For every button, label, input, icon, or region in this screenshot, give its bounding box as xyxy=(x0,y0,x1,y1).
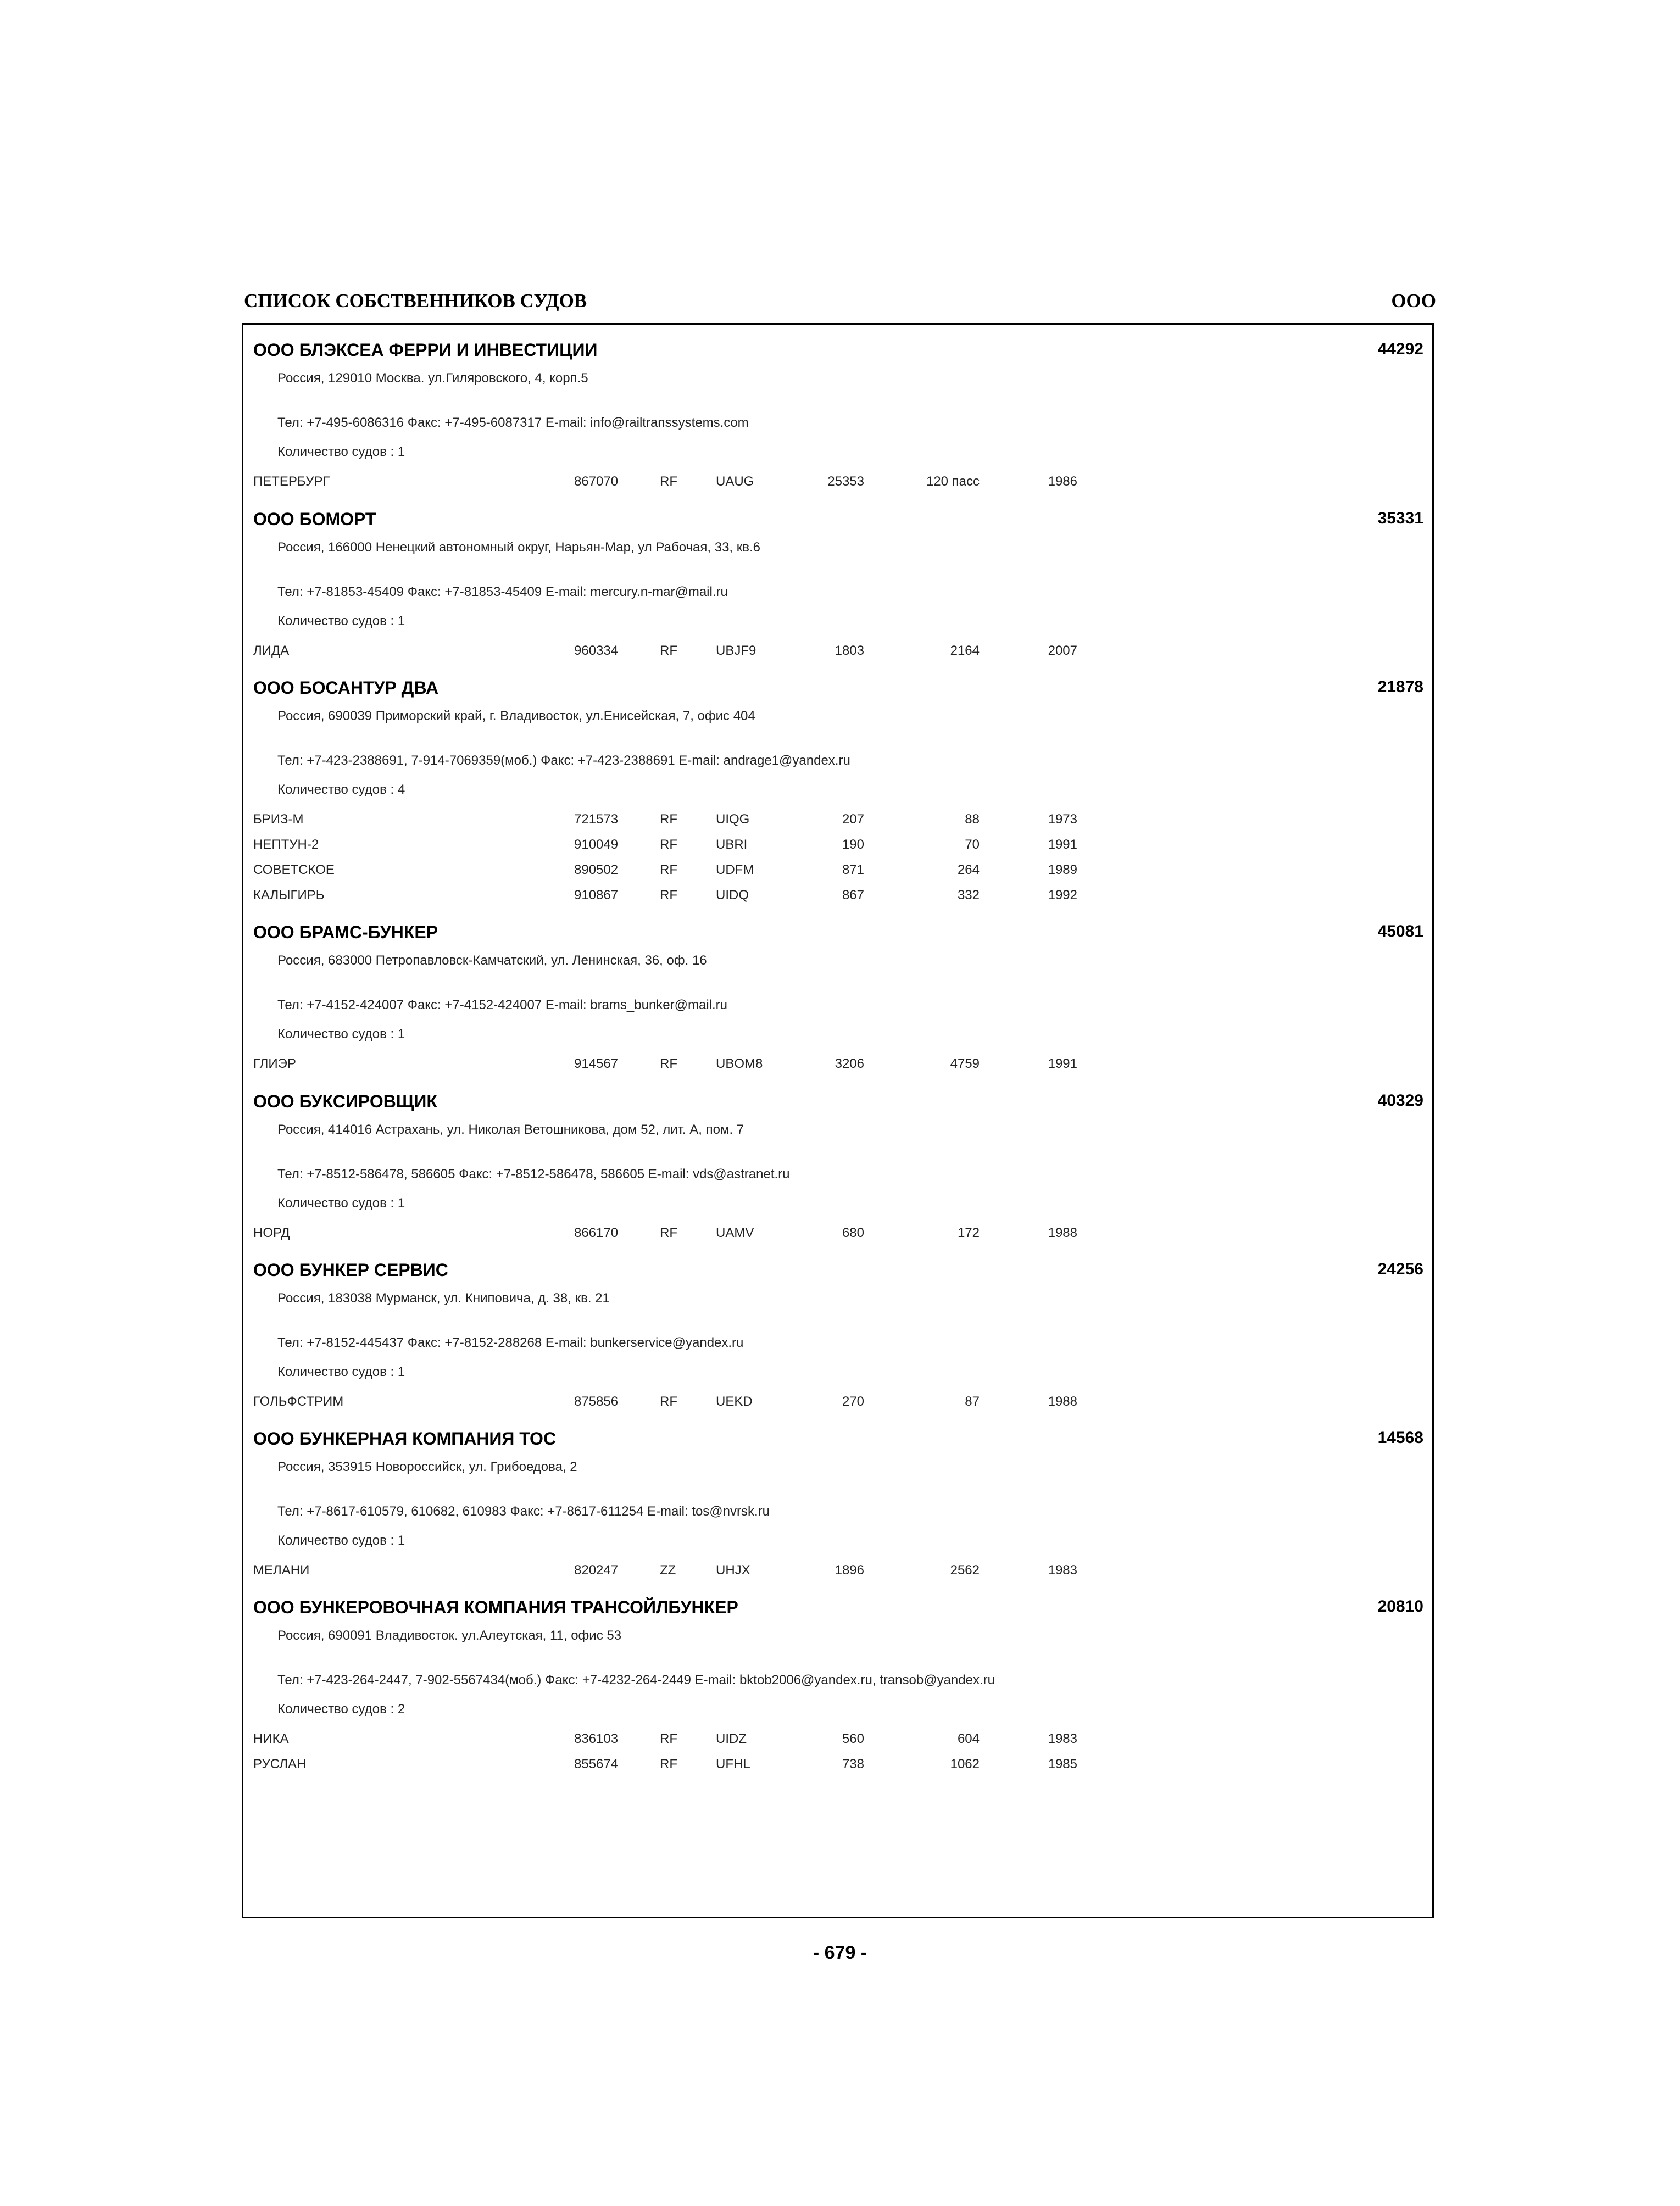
ship-flag: RF xyxy=(660,1757,677,1772)
ship-list xyxy=(253,1394,1242,1419)
ship-row xyxy=(253,1056,1242,1082)
ship-deadweight: 2562 xyxy=(950,1563,980,1578)
ship-reg-number: 820247 xyxy=(574,1563,619,1578)
ship-name: МЕЛАНИ xyxy=(253,1563,310,1578)
company-id: 24256 xyxy=(1377,1260,1423,1278)
ship-gross-tonnage: 871 xyxy=(842,862,864,877)
company-contacts: Тел: +7-423-264-2447, 7-902-5567434(моб.) Факс: +7-4232-264-2449 E-mail: bktob2006@yandex.ru, transob@yandex.ru xyxy=(277,1673,995,1687)
ship-owner-list-frame xyxy=(242,323,1434,1918)
ship-deadweight: 332 xyxy=(957,888,980,903)
ship-deadweight: 88 xyxy=(965,812,980,827)
ship-list xyxy=(253,474,1242,499)
ship-name: ГЛИЭР xyxy=(253,1056,296,1071)
ship-count: Количество судов : 1 xyxy=(277,1027,405,1041)
company-address: Россия, 166000 Ненецкий автономный округ, Нарьян-Мар, ул Рабочая, 33, кв.6 xyxy=(277,540,761,555)
ship-flag: RF xyxy=(660,643,677,658)
ship-name: РУСЛАН xyxy=(253,1757,307,1772)
company-id: 40329 xyxy=(1377,1091,1423,1110)
ship-build-year: 1986 xyxy=(1048,474,1077,489)
ship-count: Количество судов : 2 xyxy=(277,1702,405,1717)
ship-flag: RF xyxy=(660,888,677,903)
ship-gross-tonnage: 1803 xyxy=(835,643,864,658)
ship-reg-number: 867070 xyxy=(574,474,619,489)
ship-list xyxy=(253,643,1242,669)
ship-call-sign: UHJX xyxy=(716,1563,750,1578)
ship-gross-tonnage: 867 xyxy=(842,888,864,903)
ship-count: Количество судов : 4 xyxy=(277,782,405,797)
ship-row xyxy=(253,474,1242,499)
ship-name: БРИЗ-М xyxy=(253,812,304,827)
ship-deadweight: 264 xyxy=(957,862,980,877)
ship-name: КАЛЫГИРЬ xyxy=(253,888,325,903)
ship-call-sign: UIDQ xyxy=(716,888,749,903)
ship-row xyxy=(253,1225,1242,1251)
ship-deadweight: 172 xyxy=(957,1225,980,1240)
company-address: Россия, 353915 Новороссийск, ул. Грибоедова, 2 xyxy=(277,1459,577,1474)
ship-gross-tonnage: 207 xyxy=(842,812,864,827)
ship-flag: RF xyxy=(660,1056,677,1071)
ship-build-year: 1988 xyxy=(1048,1225,1077,1240)
ship-row xyxy=(253,812,1242,837)
ship-deadweight: 2164 xyxy=(950,643,980,658)
company-address: Россия, 183038 Мурманск, ул. Книповича, д. 38, кв. 21 xyxy=(277,1291,610,1306)
ship-call-sign: UAMV xyxy=(716,1225,754,1240)
ship-flag: RF xyxy=(660,1394,677,1409)
company-name: ООО БУКСИРОВЩИК xyxy=(253,1091,437,1111)
company-contacts: Тел: +7-8512-586478, 586605 Факс: +7-8512-586478, 586605 E-mail: vds@astranet.ru xyxy=(277,1167,790,1182)
ship-gross-tonnage: 1896 xyxy=(835,1563,864,1578)
company-contacts: Тел: +7-81853-45409 Факс: +7-81853-45409 E-mail: mercury.n-mar@mail.ru xyxy=(277,584,728,599)
ship-row xyxy=(253,862,1242,888)
ship-deadweight: 4759 xyxy=(950,1056,980,1071)
company-id: 44292 xyxy=(1377,340,1423,358)
ship-row xyxy=(253,1563,1242,1588)
company-id: 20810 xyxy=(1377,1597,1423,1615)
ship-flag: RF xyxy=(660,837,677,852)
ship-call-sign: UAUG xyxy=(716,474,754,489)
page-header xyxy=(244,290,1436,319)
ship-flag: ZZ xyxy=(660,1563,676,1578)
ship-reg-number: 960334 xyxy=(574,643,619,658)
ship-build-year: 1983 xyxy=(1048,1563,1077,1578)
ship-call-sign: UEKD xyxy=(716,1394,753,1409)
ship-call-sign: UBJF9 xyxy=(716,643,756,658)
ship-deadweight: 1062 xyxy=(950,1757,980,1772)
ship-reg-number: 836103 xyxy=(574,1731,619,1746)
ship-call-sign: UBRI xyxy=(716,837,748,852)
ship-reg-number: 910049 xyxy=(574,837,619,852)
company-address: Россия, 690091 Владивосток. ул.Алеутская, 11, офис 53 xyxy=(277,1628,622,1643)
ship-count: Количество судов : 1 xyxy=(277,1533,405,1548)
company-contacts: Тел: +7-4152-424007 Факс: +7-4152-424007 E-mail: brams_bunker@mail.ru xyxy=(277,998,728,1012)
page-title: СПИСОК СОБСТВЕННИКОВ СУДОВ xyxy=(244,290,587,311)
company-name: ООО БЛЭКСЕА ФЕРРИ И ИНВЕСТИЦИИ xyxy=(253,340,598,360)
company-contacts: Тел: +7-8152-445437 Факс: +7-8152-288268 E-mail: bunkerservice@yandex.ru xyxy=(277,1335,744,1350)
ship-build-year: 1991 xyxy=(1048,837,1077,852)
ship-row xyxy=(253,1731,1242,1757)
ship-list xyxy=(253,1225,1242,1251)
ship-reg-number: 866170 xyxy=(574,1225,619,1240)
company-contacts: Тел: +7-495-6086316 Факс: +7-495-6087317 E-mail: info@railtranssystems.com xyxy=(277,415,749,430)
ship-flag: RF xyxy=(660,812,677,827)
ship-name: ГОЛЬФСТРИМ xyxy=(253,1394,344,1409)
ship-gross-tonnage: 560 xyxy=(842,1731,864,1746)
company-address: Россия, 683000 Петропавловск-Камчатский, ул. Ленинская, 36, оф. 16 xyxy=(277,953,707,968)
company-address: Россия, 414016 Астрахань, ул. Николая Ветошникова, дом 52, лит. А, пом. 7 xyxy=(277,1122,744,1137)
ship-name: ЛИДА xyxy=(253,643,290,658)
ship-flag: RF xyxy=(660,1225,677,1240)
ship-build-year: 1992 xyxy=(1048,888,1077,903)
ship-row xyxy=(253,643,1242,669)
ship-build-year: 1983 xyxy=(1048,1731,1077,1746)
ship-call-sign: UFHL xyxy=(716,1757,750,1772)
ship-flag: RF xyxy=(660,1731,677,1746)
company-name: ООО БУНКЕР СЕРВИС xyxy=(253,1260,448,1280)
ship-build-year: 1988 xyxy=(1048,1394,1077,1409)
ship-reg-number: 910867 xyxy=(574,888,619,903)
ship-call-sign: UBOM8 xyxy=(716,1056,763,1071)
ship-build-year: 1991 xyxy=(1048,1056,1077,1071)
ship-gross-tonnage: 25353 xyxy=(827,474,864,489)
ship-reg-number: 914567 xyxy=(574,1056,619,1071)
company-name: ООО БУНКЕРНАЯ КОМПАНИЯ ТОС xyxy=(253,1429,557,1449)
page-number: - 679 - xyxy=(813,1942,867,1963)
company-name: ООО БРАМС-БУНКЕР xyxy=(253,922,438,942)
company-contacts: Тел: +7-423-2388691, 7-914-7069359(моб.) Факс: +7-423-2388691 E-mail: andrage1@yandex.ru xyxy=(277,753,850,768)
section-label: ООО xyxy=(1391,290,1436,311)
ship-name: СОВЕТСКОЕ xyxy=(253,862,335,877)
ship-flag: RF xyxy=(660,474,677,489)
ship-count: Количество судов : 1 xyxy=(277,614,405,628)
ship-call-sign: UIDZ xyxy=(716,1731,747,1746)
ship-deadweight: 87 xyxy=(965,1394,980,1409)
ship-gross-tonnage: 738 xyxy=(842,1757,864,1772)
ship-list xyxy=(253,1563,1242,1588)
ship-count: Количество судов : 1 xyxy=(277,444,405,459)
ship-build-year: 2007 xyxy=(1048,643,1077,658)
ship-gross-tonnage: 190 xyxy=(842,837,864,852)
ship-name: НИКА xyxy=(253,1731,289,1746)
ship-gross-tonnage: 270 xyxy=(842,1394,864,1409)
ship-call-sign: UDFM xyxy=(716,862,754,877)
ship-reg-number: 890502 xyxy=(574,862,619,877)
ship-row xyxy=(253,1757,1242,1782)
company-address: Россия, 690039 Приморский край, г. Владивосток, ул.Енисейская, 7, офис 404 xyxy=(277,709,755,723)
ship-reg-number: 721573 xyxy=(574,812,619,827)
ship-name: ПЕТЕРБУРГ xyxy=(253,474,330,489)
company-address: Россия, 129010 Москва. ул.Гиляровского, 4, корп.5 xyxy=(277,371,588,386)
ship-reg-number: 875856 xyxy=(574,1394,619,1409)
ship-list xyxy=(253,1731,1242,1782)
company-name: ООО БОМОРТ xyxy=(253,509,376,529)
ship-gross-tonnage: 3206 xyxy=(835,1056,864,1071)
ship-list xyxy=(253,812,1242,913)
ship-gross-tonnage: 680 xyxy=(842,1225,864,1240)
ship-call-sign: UIQG xyxy=(716,812,750,827)
company-name: ООО БОСАНТУР ДВА xyxy=(253,678,439,698)
ship-row xyxy=(253,837,1242,862)
company-id: 21878 xyxy=(1377,678,1423,696)
ship-build-year: 1989 xyxy=(1048,862,1077,877)
ship-build-year: 1985 xyxy=(1048,1757,1077,1772)
company-id: 45081 xyxy=(1377,922,1423,940)
ship-row xyxy=(253,888,1242,913)
ship-flag: RF xyxy=(660,862,677,877)
company-id: 14568 xyxy=(1377,1429,1423,1447)
company-contacts: Тел: +7-8617-610579, 610682, 610983 Факс: +7-8617-611254 E-mail: tos@nvrsk.ru xyxy=(277,1504,770,1519)
ship-count: Количество судов : 1 xyxy=(277,1364,405,1379)
ship-deadweight: 120 пасс xyxy=(926,474,980,489)
ship-build-year: 1973 xyxy=(1048,812,1077,827)
ship-deadweight: 70 xyxy=(965,837,980,852)
ship-row xyxy=(253,1394,1242,1419)
company-id: 35331 xyxy=(1377,509,1423,527)
ship-count: Количество судов : 1 xyxy=(277,1196,405,1211)
ship-list xyxy=(253,1056,1242,1082)
ship-reg-number: 855674 xyxy=(574,1757,619,1772)
ship-name: НОРД xyxy=(253,1225,290,1240)
company-name: ООО БУНКЕРОВОЧНАЯ КОМПАНИЯ ТРАНСОЙЛБУНКЕР xyxy=(253,1597,738,1617)
ship-name: НЕПТУН-2 xyxy=(253,837,319,852)
ship-deadweight: 604 xyxy=(957,1731,980,1746)
